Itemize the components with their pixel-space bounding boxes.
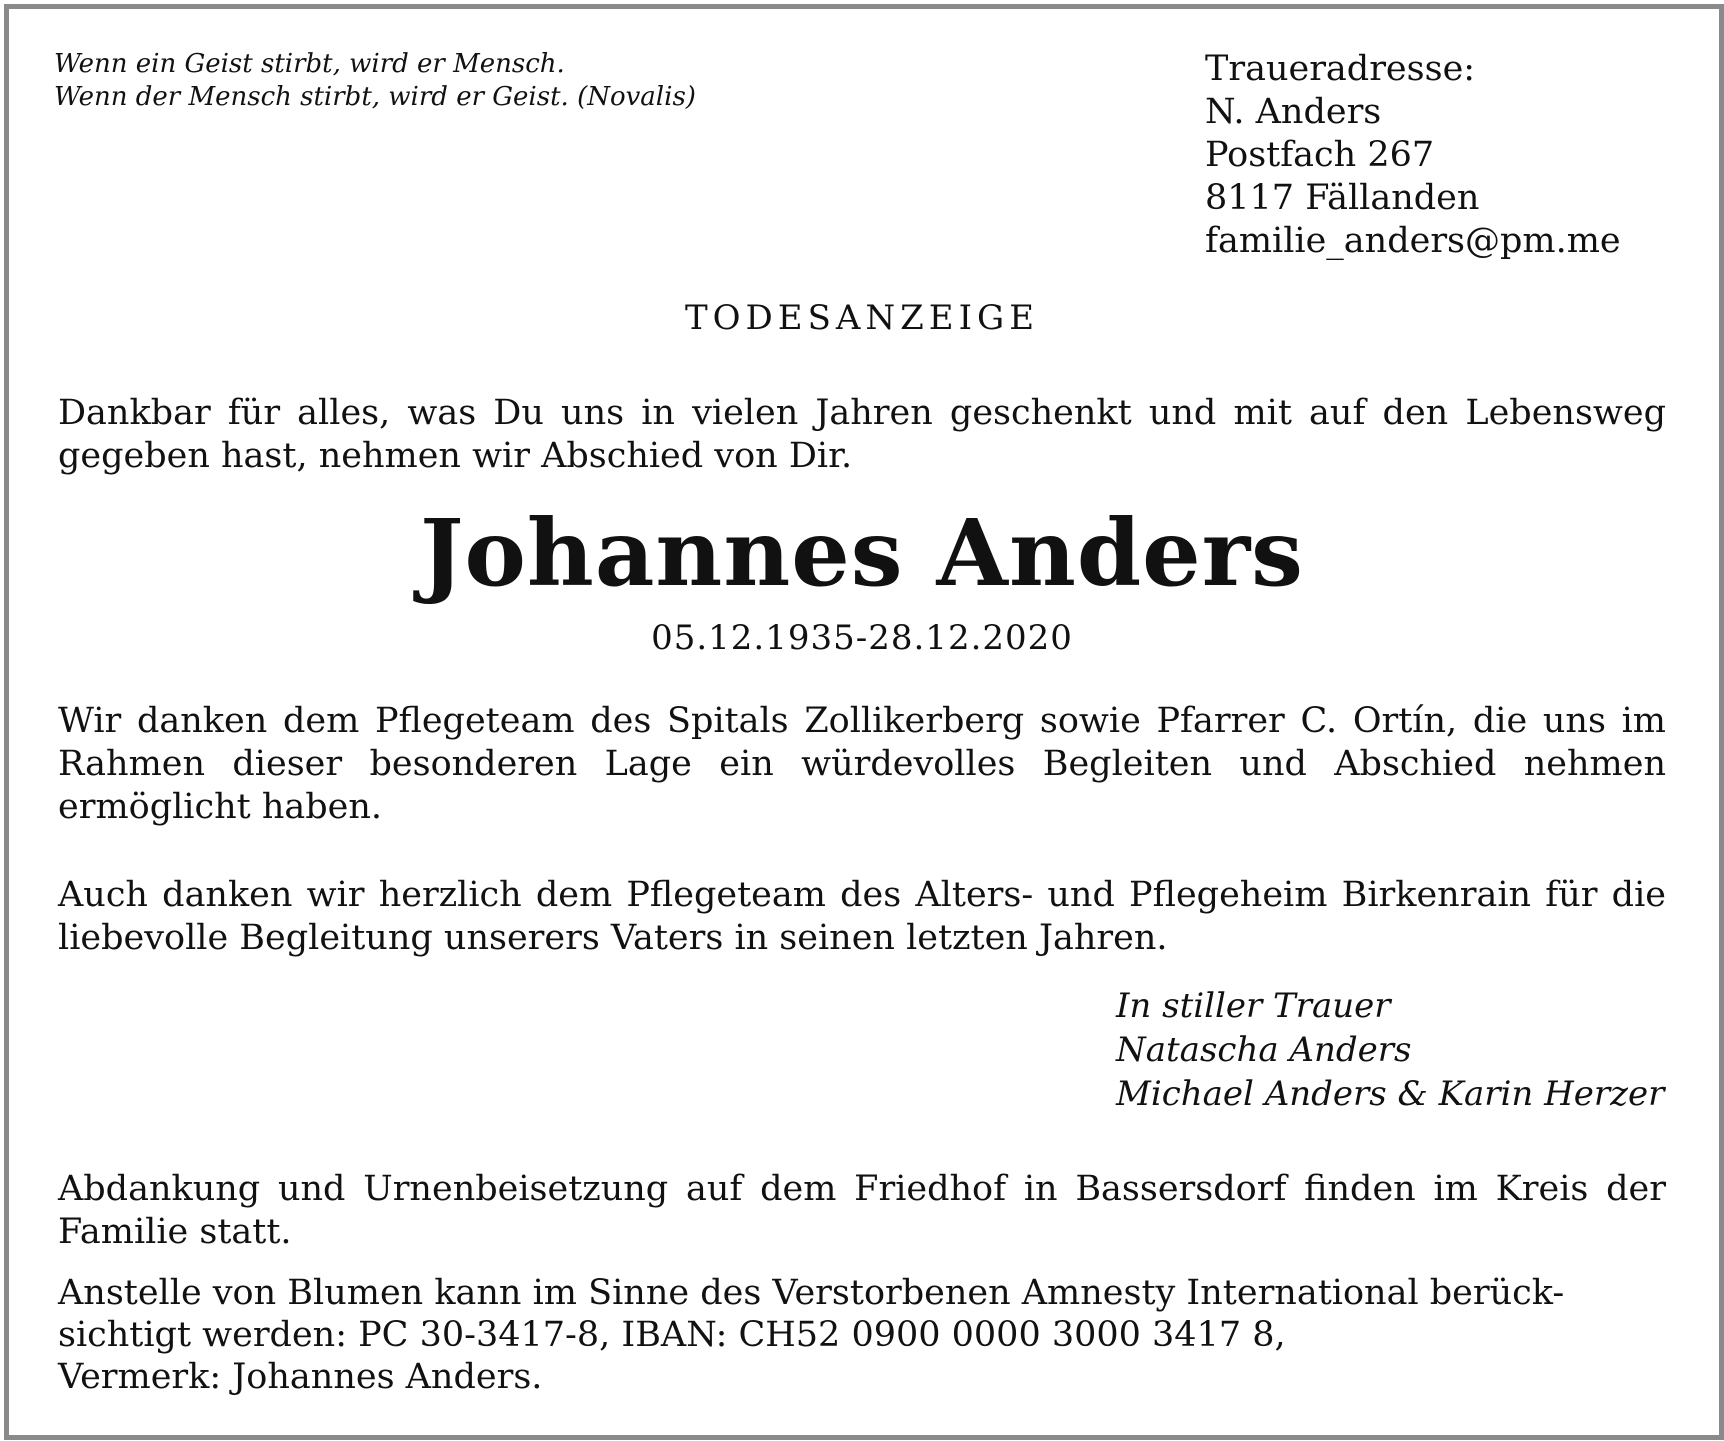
address-name: N. Anders [1205,92,1382,132]
service-info: Abdankung und Urnenbeisetzung auf dem Friedhof in Bassersdorf finden im Kreis der Familie statt. [58,1169,1666,1252]
signoff-line-1: In stiller Trauer [1116,986,1391,1026]
notice-heading: TODESANZEIGE [684,298,1040,338]
motto-line-2: Wenn der Mensch stirbt, wird er Geist. (Novalis) [54,82,696,112]
donation-line-3: Vermerk: Johannes Anders. [58,1357,543,1397]
address-label: Traueradresse: [1205,49,1476,89]
signoff-line-2: Natascha Anders [1116,1030,1412,1070]
motto-line-1: Wenn ein Geist stirbt, wird er Mensch. [54,49,565,79]
intro-text: Dankbar für alles, was Du uns in vielen Jahren geschenkt und mit auf den Lebensweg gegeben hast, nehmen wir Abschied von Dir. [58,393,1666,476]
signoff-line-3: Michael Anders & Karin Herzer [1116,1074,1665,1114]
donation-line-2: sichtigt werden: PC 30-3417-8, IBAN: CH52 0900 0000 3000 3417 8, [58,1315,1286,1355]
donation-info [58,1272,1666,1398]
deceased-name: Johannes Anders [420,499,1304,607]
motto-quote [54,48,774,114]
thanks-paragraph-care-home: Auch danken wir herzlich dem Pflegeteam des Alters- und Pflegeheim Birkenrain für die liebevolle Begleitung unserers Vaters in seinen letzten Jahren. [58,875,1666,958]
address-email: familie_anders@pm.me [1205,221,1621,261]
mourning-address [1205,48,1685,263]
donation-line-1: Anstelle von Blumen kann im Sinne des Verstorbenen Amnesty International berück- [58,1273,1565,1313]
mourners-signoff [1116,984,1696,1116]
address-city: 8117 Fällanden [1205,178,1480,218]
thanks-paragraph-hospital: Wir danken dem Pflegeteam des Spitals Zollikerberg sowie Pfarrer C. Ortín, die uns im Rahmen dieser besonderen Lage ein würdevolles Begleiten und Abschied nehmen ermöglicht haben. [58,701,1666,827]
address-postbox: Postfach 267 [1205,135,1435,175]
life-dates: 05.12.1935-28.12.2020 [651,618,1073,658]
